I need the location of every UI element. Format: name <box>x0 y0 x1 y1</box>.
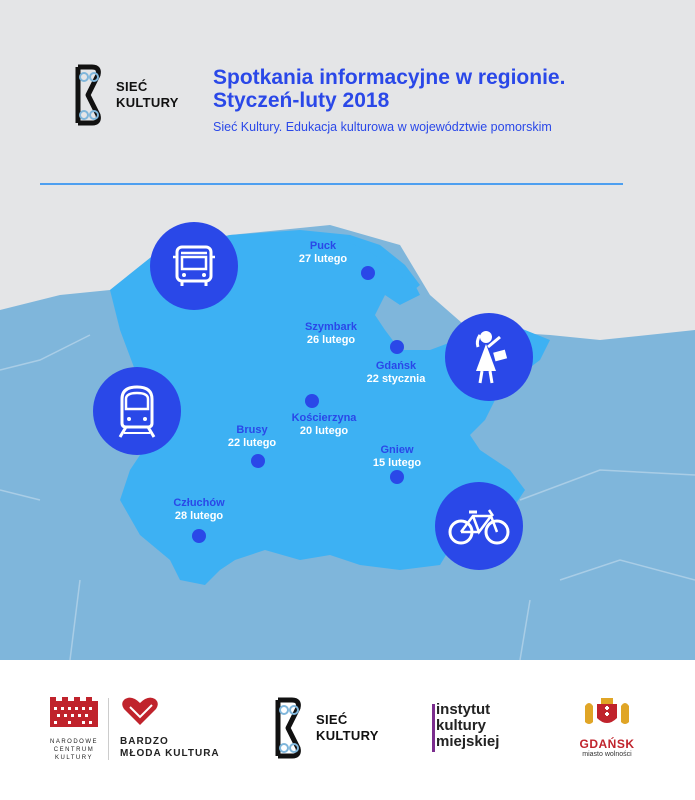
ikm-accent-bar <box>432 704 435 752</box>
gdansk-logo <box>572 696 642 758</box>
location-date: 15 lutego <box>372 457 422 469</box>
location-name: Kościerzyna <box>291 412 357 424</box>
bmk-line-1: BARDZO <box>120 736 169 747</box>
title-line-2: Styczeń-luty 2018 <box>213 89 390 112</box>
location-name: Człuchów <box>173 497 225 509</box>
ikm-line-1: instytut <box>436 701 491 718</box>
footer-brand-line-1: SIEĆ <box>316 712 348 727</box>
ncc-line-3: KULTURY <box>55 755 93 761</box>
location-brusy <box>228 424 276 450</box>
location-date: 26 lutego <box>306 334 356 346</box>
location-czluchow <box>173 497 224 523</box>
bmk-text <box>120 736 220 760</box>
region-map <box>0 200 695 660</box>
ncc-line-1: NARODOWE <box>50 739 98 745</box>
ncc-crown-icon <box>44 695 104 729</box>
gdansk-coat-of-arms-icon <box>579 696 635 730</box>
location-gdansk <box>367 360 426 386</box>
brand-line-2: KULTURY <box>116 95 179 110</box>
instytut-kultury-miejskiej-logo <box>436 702 499 750</box>
page-subtitle: Sieć Kultury. Edukacja kulturowa w województwie pomorskim <box>213 120 552 134</box>
ikm-line-2: kultury <box>436 717 487 734</box>
location-name: Brusy <box>236 424 268 436</box>
siec-kultury-logo-mark <box>72 63 112 127</box>
location-date: 22 lutego <box>227 437 277 449</box>
location-dot-brusy[interactable] <box>251 454 265 468</box>
location-name: Gniew <box>380 444 414 456</box>
footer-separator <box>108 698 109 760</box>
gdansk-name: GDAŃSK <box>579 737 635 751</box>
location-date: 27 lutego <box>298 253 348 265</box>
location-dot-gdansk[interactable] <box>390 340 404 354</box>
page-title <box>213 66 565 112</box>
footer-brand-line-2: KULTURY <box>316 728 379 743</box>
location-name: Gdańsk <box>375 360 417 372</box>
bicycle-icon <box>435 482 523 570</box>
location-dot-szymbark[interactable] <box>305 394 319 408</box>
location-name: Puck <box>309 240 337 252</box>
narodowe-centrum-kultury-logo <box>44 695 104 762</box>
location-koscierzyna <box>292 412 357 438</box>
bus-icon <box>150 222 238 310</box>
location-dot-gniew[interactable] <box>390 470 404 484</box>
ikm-line-3: miejskiej <box>436 733 500 750</box>
location-dot-puck[interactable] <box>361 266 375 280</box>
ncc-line-2: CENTRUM <box>53 747 95 753</box>
location-date: 28 lutego <box>174 510 224 522</box>
location-date: 20 lutego <box>299 425 349 437</box>
location-szymbark <box>305 321 357 347</box>
girl-icon <box>445 313 533 401</box>
header <box>0 0 695 200</box>
ncc-text <box>44 738 104 762</box>
train-icon <box>93 367 181 455</box>
siec-kultury-footer-logo <box>272 696 392 760</box>
brand-line-1: SIEĆ <box>116 79 148 94</box>
bmk-line-2: MŁODA KULTURA <box>120 748 220 759</box>
siec-kultury-footer-mark <box>272 696 312 760</box>
footer-logos <box>0 660 695 800</box>
location-puck <box>299 240 347 266</box>
location-dot-czluchow[interactable] <box>192 529 206 543</box>
location-name: Szymbark <box>305 321 357 333</box>
bardzo-mloda-kultura-logo <box>120 695 220 760</box>
location-date: 22 stycznia <box>366 373 426 385</box>
location-gniew <box>373 444 421 470</box>
siec-kultury-logo <box>72 63 192 127</box>
heart-icon <box>120 695 160 727</box>
header-divider <box>40 183 623 185</box>
gdansk-tagline: miasto wolności <box>582 751 632 758</box>
title-line-1: Spotkania informacyjne w regionie. <box>213 66 566 89</box>
